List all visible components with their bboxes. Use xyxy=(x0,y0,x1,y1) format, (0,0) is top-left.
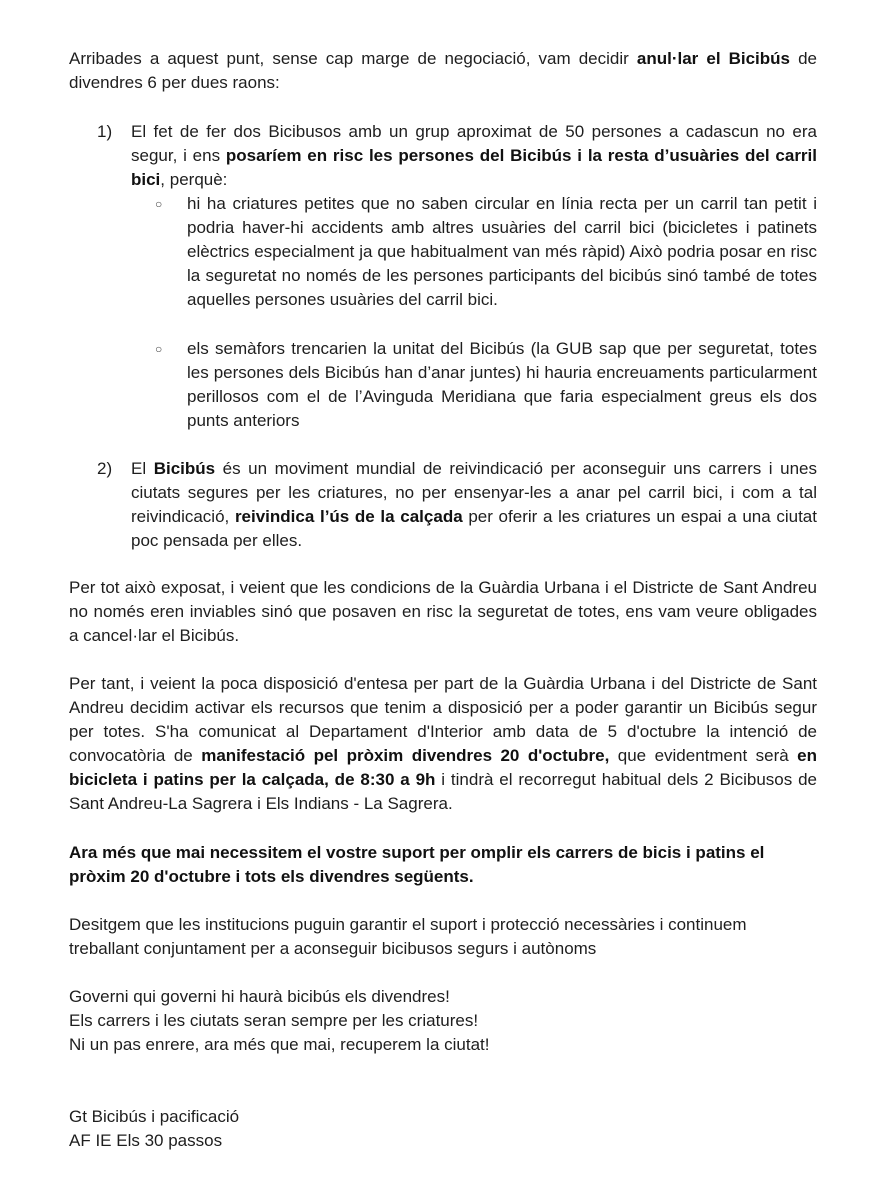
list-item-number: 1) xyxy=(97,122,113,141)
paragraph-wish: Desitgem que les institucions puguin garantir el suport i protecció necessàries i continuem treballant conjuntament per a aconseguir bicibusos segurs i autònoms xyxy=(69,915,747,958)
signature-block xyxy=(69,1105,817,1153)
list-item-reason-1: El fet de fer dos Bicibusos amb un grup aproximat de 50 persones a cadascun no era segur, i ens posaríem en risc les persones del Bicibús i la resta d’usuàries del carril bici, perquè: xyxy=(131,122,817,189)
slogan-line: Els carrers i les ciutats seran sempre per les criatures! xyxy=(69,1011,479,1030)
paragraph-support-call: Ara més que mai necessitem el vostre suport per omplir els carrers de bicis i patins el pròxim 20 d'octubre i tots els divendres següents. xyxy=(69,843,765,886)
slogan-line: Governi qui governi hi haurà bicibús els divendres! xyxy=(69,987,450,1006)
list-item-number: 2) xyxy=(97,459,113,478)
paragraph-conclusion: Per tot això exposat, i veient que les condicions de la Guàrdia Urbana i el Districte de Sant Andreu no només eren inviables sinó que posaven en risc la seguretat de totes, ens vam veure obligades a cancel·lar el Bicibús. xyxy=(69,578,817,645)
bullet-marker: ○ xyxy=(155,197,163,211)
closing-slogans xyxy=(69,985,817,1057)
intro-paragraph: Arribades a aquest punt, sense cap marge de negociació, vam decidir anul·lar el Bicibús de divendres 6 per dues raons: xyxy=(69,49,817,92)
signature-line: Gt Bicibús i pacificació xyxy=(69,1107,240,1126)
bullet-marker: ○ xyxy=(155,342,163,356)
slogan-line: Ni un pas enrere, ara més que mai, recuperem la ciutat! xyxy=(69,1035,490,1054)
paragraph-demonstration: Per tant, i veient la poca disposició d'entesa per part de la Guàrdia Urbana i del Districte de Sant Andreu decidim activar els recursos que tenim a disposició per a poder garantir un Bicibús segur per totes. S'ha comunicat al Departament d'Interior amb data de 5 d'octubre la intenció de convocatòria de manifestació pel pròxim divendres 20 d'octubre, que evidentment serà en bicicleta i patins per la calçada, de 8:30 a 9h i tindrà el recorregut habitual dels 2 Bicibusos de Sant Andreu-La Sagrera i Els Indians - La Sagrera. xyxy=(69,674,817,813)
sub-item-traffic-lights: els semàfors trencarien la unitat del Bicibús (la GUB sap que per seguretat, totes les persones dels Bicibús han d’anar juntes) hi hauria encreuaments particularment perillosos com el de l’Avinguda Meridiana que faria especialment greus els dos punts anteriors xyxy=(187,339,817,430)
signature-line: AF IE Els 30 passos xyxy=(69,1131,223,1150)
list-item-reason-2: El Bicibús és un moviment mundial de reivindicació per aconseguir uns carrers i unes ciutats segures per les criatures, no per ensenyar-les a anar pel carril bici, i com a tal reivindicació, reivindica l’ús de la calçada per oferir a les criatures un espai a una ciutat poc pensada per elles. xyxy=(131,459,818,550)
sub-item-children-risk: hi ha criatures petites que no saben circular en línia recta per un carril tan petit i podria haver-hi accidents amb altres usuàries del carril bici (bicicletes i patinets elèctrics especialment ja que habitualment van més ràpid) Això podria posar en risc la seguretat no només de les persones participants del bicibús sinó també de totes aquelles persones usuàries del carril bici. xyxy=(187,194,817,309)
